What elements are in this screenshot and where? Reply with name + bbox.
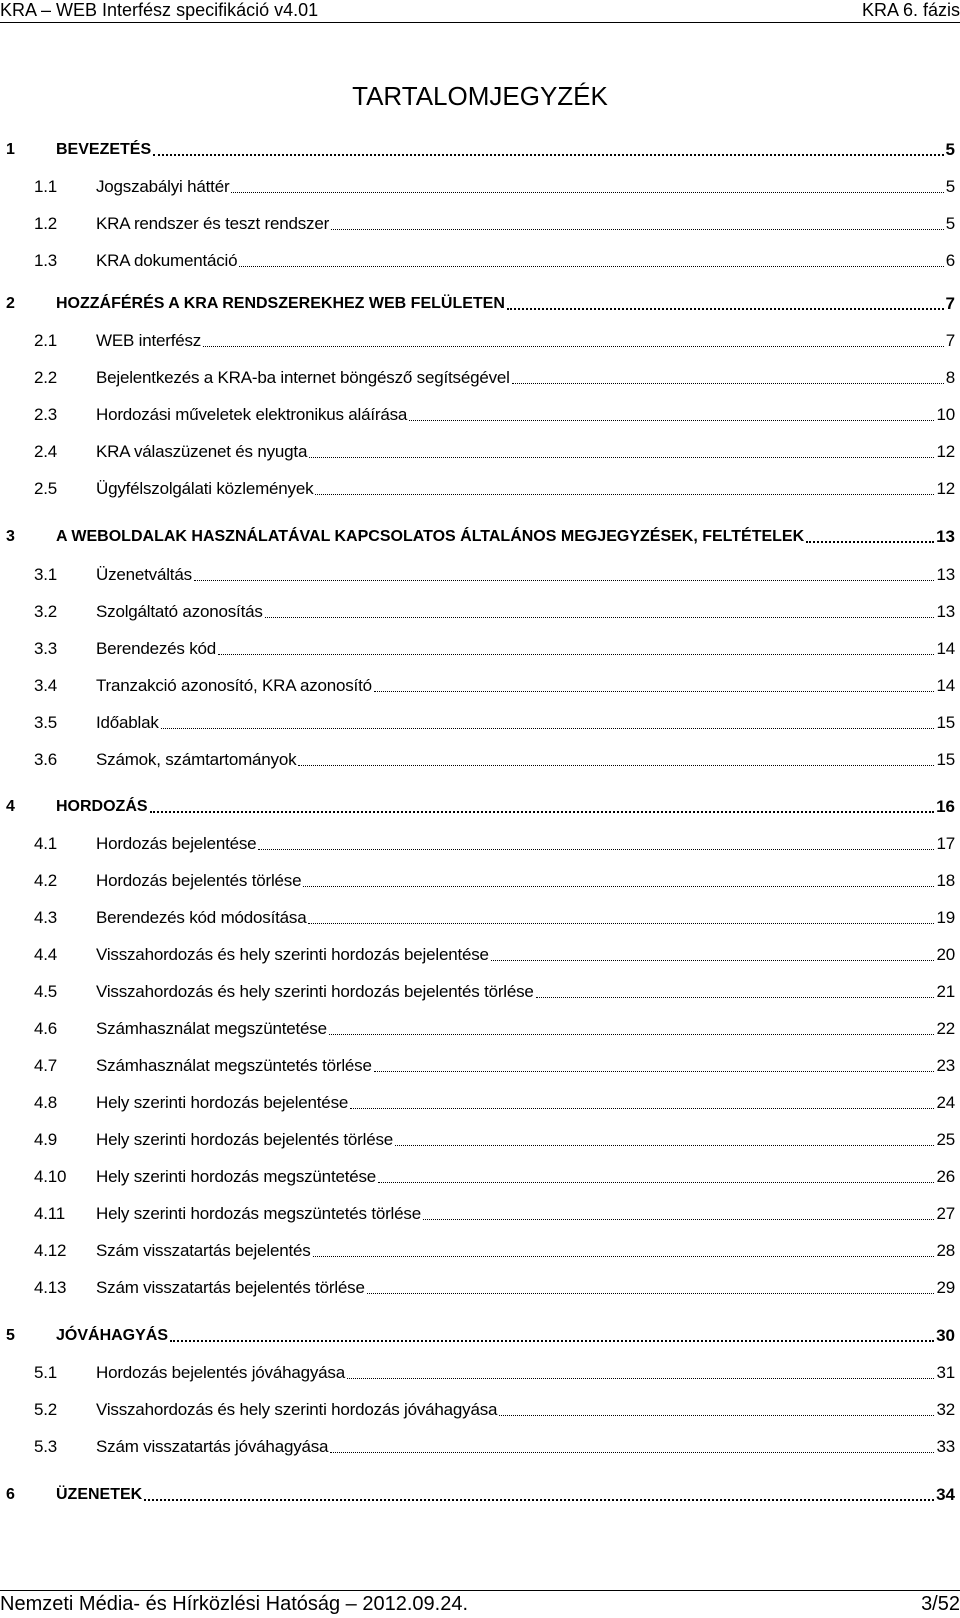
toc-entry-number: 3.5	[34, 713, 58, 732]
toc-entry-page: 19	[936, 908, 955, 927]
toc-entry-title: Számok, számtartományok	[96, 750, 297, 769]
toc-entry-title: Hely szerinti hordozás megszüntetés törlése	[96, 1204, 421, 1223]
toc-dot-leader	[194, 580, 935, 581]
toc-entry-number: 3.4	[34, 676, 58, 695]
toc-entry-title: Szolgáltató azonosítás	[96, 602, 263, 621]
toc-entry-page: 30	[936, 1326, 955, 1345]
toc-entry-page: 5	[945, 140, 955, 159]
toc-entry-number: 4.3	[34, 908, 58, 927]
toc-dot-leader	[303, 886, 934, 887]
toc-dot-leader	[409, 420, 934, 421]
toc-dot-leader	[395, 1145, 934, 1146]
toc-entry-page: 17	[936, 834, 955, 853]
toc-dot-leader	[499, 1415, 934, 1416]
toc-section-entry[interactable]	[0, 1435, 955, 1457]
toc-section-entry[interactable]	[0, 249, 955, 271]
toc-chapter-entry[interactable]	[0, 525, 955, 547]
toc-entry-page: 12	[936, 479, 955, 498]
toc-entry-page: 24	[936, 1093, 955, 1112]
toc-entry-page: 10	[936, 405, 955, 424]
footer-authority-date: Nemzeti Média- és Hírközlési Hatóság – 2012.09.24.	[0, 1593, 469, 1615]
toc-entry-page: 21	[936, 982, 955, 1001]
toc-dot-leader	[239, 266, 943, 267]
toc-entry-number: 4.9	[34, 1130, 58, 1149]
toc-section-entry[interactable]	[0, 366, 955, 388]
toc-entry-page: 8	[945, 368, 955, 387]
toc-section-entry[interactable]	[0, 1239, 955, 1261]
toc-entry-title: Hordozás bejelentés jóváhagyása	[96, 1363, 345, 1382]
header-document-title: KRA – WEB Interfész specifikáció v4.01	[0, 0, 319, 20]
toc-entry-page: 5	[945, 177, 955, 196]
toc-section-entry[interactable]	[0, 1398, 955, 1420]
toc-dot-leader	[536, 997, 935, 998]
toc-dot-leader	[367, 1293, 935, 1294]
toc-entry-number: 3.6	[34, 750, 58, 769]
toc-entry-title: Bejelentkezés a KRA-ba internet böngésző segítségével	[96, 368, 510, 387]
toc-entry-title: Hely szerinti hordozás megszüntetése	[96, 1167, 377, 1186]
toc-section-entry[interactable]	[0, 832, 955, 854]
toc-section-entry[interactable]	[0, 943, 955, 965]
toc-entry-page: 23	[936, 1056, 955, 1075]
toc-section-entry[interactable]	[0, 1128, 955, 1150]
toc-entry-number: 4.6	[34, 1019, 58, 1038]
toc-entry-number: 5	[6, 1327, 15, 1344]
toc-entry-page: 14	[936, 676, 955, 695]
toc-entry-page: 27	[936, 1204, 955, 1223]
toc-dot-leader	[512, 383, 944, 384]
toc-chapter-entry[interactable]	[0, 138, 955, 160]
toc-entry-title: ÜZENETEK	[56, 1486, 143, 1503]
toc-section-entry[interactable]	[0, 674, 955, 696]
toc-entry-page: 32	[936, 1400, 955, 1419]
toc-entry-page: 22	[936, 1019, 955, 1038]
toc-dot-leader	[218, 654, 934, 655]
toc-dot-leader	[231, 192, 943, 193]
toc-dot-leader	[378, 1182, 934, 1183]
toc-entry-title: JÓVÁHAGYÁS	[56, 1327, 169, 1344]
toc-section-entry[interactable]	[0, 440, 955, 462]
toc-section-entry[interactable]	[0, 477, 955, 499]
toc-entry-number: 5.2	[34, 1400, 58, 1419]
toc-entry-page: 13	[936, 565, 955, 584]
toc-entry-number: 4.4	[34, 945, 58, 964]
toc-entry-page: 16	[936, 797, 955, 816]
toc-section-entry[interactable]	[0, 637, 955, 659]
toc-section-entry[interactable]	[0, 212, 955, 234]
toc-entry-number: 1.2	[34, 214, 58, 233]
toc-entry-title: Visszahordozás és hely szerinti hordozás bejelentés törlése	[96, 982, 534, 1001]
toc-entry-number: 3.1	[34, 565, 58, 584]
toc-entry-page: 5	[945, 214, 955, 233]
toc-entry-title: BEVEZETÉS	[56, 141, 152, 158]
toc-dot-leader	[144, 1499, 934, 1501]
toc-entry-number: 5.3	[34, 1437, 58, 1456]
toc-entry-title: Szám visszatartás jóváhagyása	[96, 1437, 329, 1456]
toc-dot-leader	[203, 346, 944, 347]
toc-entry-page: 6	[945, 251, 955, 270]
toc-entry-number: 4.10	[34, 1167, 67, 1186]
toc-entry-page: 29	[936, 1278, 955, 1297]
toc-dot-leader	[170, 1340, 934, 1342]
toc-entry-title: Számhasználat megszüntetése	[96, 1019, 327, 1038]
toc-section-entry[interactable]	[0, 980, 955, 1002]
toc-heading: TARTALOMJEGYZÉK	[352, 81, 608, 111]
toc-dot-leader	[265, 617, 935, 618]
toc-chapter-entry[interactable]	[0, 795, 955, 817]
toc-entry-title: KRA válaszüzenet és nyugta	[96, 442, 308, 461]
toc-entry-title: Hely szerinti hordozás bejelentés törlése	[96, 1130, 394, 1149]
page-footer	[0, 1590, 960, 1617]
toc-dot-leader	[507, 308, 944, 310]
toc-entry-page: 15	[936, 750, 955, 769]
toc-entry-number: 5.1	[34, 1363, 58, 1382]
toc-entry-title: Hely szerinti hordozás bejelentése	[96, 1093, 349, 1112]
toc-entry-page: 13	[936, 527, 955, 546]
toc-section-entry[interactable]	[0, 748, 955, 770]
header-phase-label: KRA 6. fázis	[861, 0, 960, 20]
toc-chapter-entry[interactable]	[0, 292, 955, 314]
toc-dot-leader	[347, 1378, 935, 1379]
toc-entry-page: 34	[936, 1485, 955, 1504]
toc-section-entry[interactable]	[0, 1091, 955, 1113]
toc-dot-leader	[298, 765, 934, 766]
toc-dot-leader	[491, 960, 935, 961]
toc-section-entry[interactable]	[0, 600, 955, 622]
toc-entry-number: 1	[6, 141, 15, 158]
toc-dot-leader	[150, 811, 935, 813]
toc-dot-leader	[258, 849, 934, 850]
toc-entry-title: A WEBOLDALAK HASZNÁLATÁVAL KAPCSOLATOS ÁLTALÁNOS MEGJEGYZÉSEK, FELTÉTELEK	[56, 528, 805, 545]
toc-entry-number: 4.5	[34, 982, 58, 1001]
footer-page-number: 3/52	[921, 1593, 960, 1615]
toc-dot-leader	[331, 229, 944, 230]
toc-entry-number: 4.12	[34, 1241, 67, 1260]
toc-entry-title: Hordozás bejelentés törlése	[96, 871, 302, 890]
toc-entry-page: 33	[936, 1437, 955, 1456]
toc-entry-title: KRA dokumentáció	[96, 251, 238, 270]
toc-dot-leader	[374, 1071, 935, 1072]
toc-entry-page: 15	[936, 713, 955, 732]
toc-dot-leader	[350, 1108, 934, 1109]
toc-dot-leader	[315, 494, 934, 495]
toc-entry-number: 2.5	[34, 479, 58, 498]
toc-entry-number: 4.11	[34, 1204, 66, 1223]
toc-entry-title: Tranzakció azonosító, KRA azonosító	[96, 676, 372, 695]
toc-section-entry[interactable]	[0, 1202, 955, 1224]
toc-chapter-entry[interactable]	[0, 1324, 955, 1346]
toc-entry-title: Berendezés kód módosítása	[96, 908, 307, 927]
toc-dot-leader	[423, 1219, 935, 1220]
toc-entry-title: WEB interfész	[96, 331, 202, 350]
toc-entry-page: 28	[936, 1241, 955, 1260]
toc-entry-page: 18	[936, 871, 955, 890]
toc-entry-number: 3.3	[34, 639, 58, 658]
toc-dot-leader	[153, 154, 943, 156]
toc-entry-number: 2.3	[34, 405, 58, 424]
toc-entry-number: 2.1	[34, 331, 58, 350]
toc-dot-leader	[308, 923, 934, 924]
toc-entry-title: Hordozás bejelentése	[96, 834, 257, 853]
toc-entry-title: HOZZÁFÉRÉS A KRA RENDSZEREKHEZ WEB FELÜLETEN	[56, 295, 505, 312]
toc-section-entry[interactable]	[0, 869, 955, 891]
toc-entry-number: 2.2	[34, 368, 58, 387]
toc-entry-number: 2	[6, 295, 15, 312]
toc-section-entry[interactable]	[0, 1276, 955, 1298]
toc-entry-number: 4.2	[34, 871, 58, 890]
toc-entry-title: Üzenetváltás	[96, 565, 192, 584]
toc-dot-leader	[329, 1034, 935, 1035]
toc-section-entry[interactable]	[0, 403, 955, 425]
toc-entry-number: 4	[6, 798, 15, 815]
toc-entry-page: 25	[936, 1130, 955, 1149]
toc-section-entry[interactable]	[0, 1361, 955, 1383]
toc-section-entry[interactable]	[0, 329, 955, 351]
toc-section-entry[interactable]	[0, 175, 955, 197]
toc-entry-title: Szám visszatartás bejelentés törlése	[96, 1278, 365, 1297]
toc-dot-leader	[313, 1256, 935, 1257]
toc-entry-title: Berendezés kód	[96, 639, 217, 658]
toc-entry-page: 7	[945, 331, 955, 350]
toc-entry-number: 4.13	[34, 1278, 67, 1297]
toc-dot-leader	[806, 541, 934, 543]
toc-section-entry[interactable]	[0, 1165, 955, 1187]
toc-entry-page: 14	[936, 639, 955, 658]
toc-entry-title: Jogszabályi háttér	[96, 177, 230, 196]
toc-entry-number: 1.1	[34, 177, 58, 196]
toc-entry-title: Ügyfélszolgálati közlemények	[96, 479, 314, 498]
toc-entry-title: KRA rendszer és teszt rendszer	[96, 214, 330, 233]
toc-entry-title: Szám visszatartás bejelentés	[96, 1241, 311, 1260]
toc-entry-title: Visszahordozás és hely szerinti hordozás bejelentése	[96, 945, 489, 964]
toc-entry-number: 4.7	[34, 1056, 58, 1075]
toc-dot-leader	[161, 728, 935, 729]
toc-entry-page: 31	[936, 1363, 955, 1382]
toc-entry-title: HORDOZÁS	[56, 798, 148, 815]
toc-section-entry[interactable]	[0, 563, 955, 585]
page-header	[0, 0, 960, 23]
toc-entry-page: 7	[945, 294, 955, 313]
toc-section-entry[interactable]	[0, 1054, 955, 1076]
toc-section-entry[interactable]	[0, 906, 955, 928]
toc-entry-number: 2.4	[34, 442, 58, 461]
toc-entry-number: 6	[6, 1486, 15, 1503]
toc-entry-number: 4.1	[34, 834, 58, 853]
toc-entry-title: Időablak	[96, 713, 159, 732]
toc-entry-number: 3.2	[34, 602, 58, 621]
toc-entry-page: 12	[936, 442, 955, 461]
toc-entry-number: 3	[6, 528, 15, 545]
toc-entry-number: 1.3	[34, 251, 58, 270]
toc-entry-title: Hordozási műveletek elektronikus aláírása	[96, 405, 408, 424]
toc-entry-page: 26	[936, 1167, 955, 1186]
toc-entry-title: Visszahordozás és hely szerinti hordozás jóváhagyása	[96, 1400, 498, 1419]
toc-section-entry[interactable]	[0, 1017, 955, 1039]
toc-chapter-entry[interactable]	[0, 1483, 955, 1505]
toc-entry-number: 4.8	[34, 1093, 58, 1112]
toc-dot-leader	[309, 457, 934, 458]
toc-section-entry[interactable]	[0, 711, 955, 733]
toc-entry-title: Számhasználat megszüntetés törlése	[96, 1056, 372, 1075]
toc-dot-leader	[374, 691, 935, 692]
toc-dot-leader	[330, 1452, 934, 1453]
toc-entry-page: 20	[936, 945, 955, 964]
toc-entry-page: 13	[936, 602, 955, 621]
